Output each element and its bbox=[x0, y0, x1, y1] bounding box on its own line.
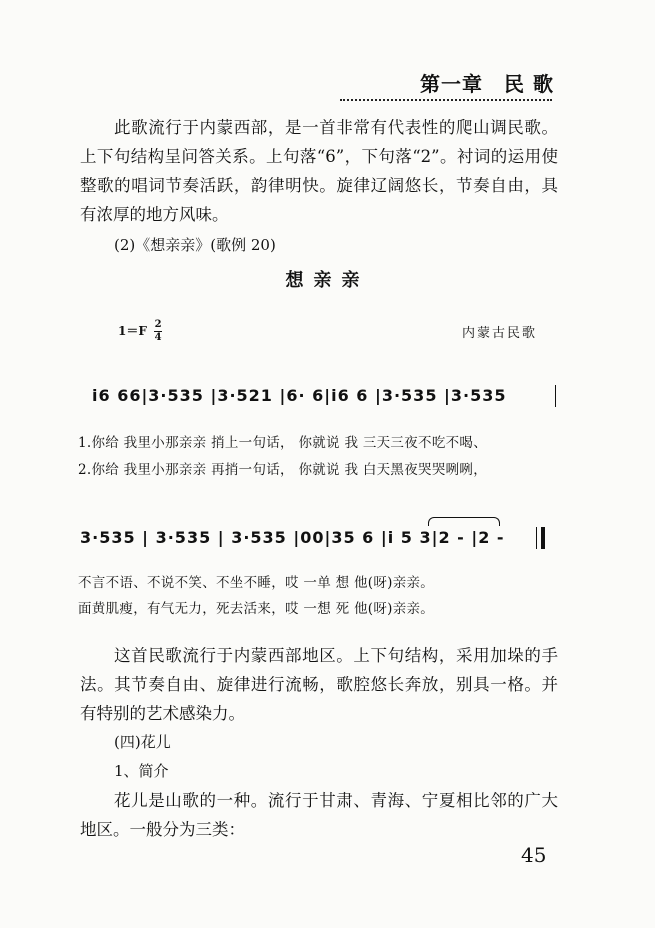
tie-mark bbox=[428, 517, 500, 526]
body-paragraph: 花儿是山歌的一种。流行于甘肃、青海、宁夏相比邻的广大地区。一般分为三类： bbox=[80, 791, 558, 839]
time-signature bbox=[154, 320, 162, 343]
key-signature bbox=[118, 320, 162, 343]
time-top: 2 bbox=[154, 319, 162, 330]
header-divider bbox=[340, 99, 552, 101]
lyric-1-verse-1: 1.你给 我里小那亲亲 捎上一句话， 你就说 我 三天三夜不吃不喝、 bbox=[78, 435, 488, 451]
intro-paragraph: 此歌流行于内蒙西部，是一首非常有代表性的爬山调民歌。上下句结构呈问答关系。上句落“6”，下句落“2”。衬词的运用使整歌的唱词节奏活跃，韵律明快。旋律辽阔悠长，节奏自由，具有浓厚的地方风味。 bbox=[80, 118, 558, 224]
song-source: 内蒙古民歌 bbox=[462, 326, 538, 341]
final-thick-bar bbox=[541, 527, 545, 549]
barline bbox=[555, 385, 556, 407]
section-heading: (四)花儿 bbox=[114, 733, 171, 751]
subsection-heading: 1、简介 bbox=[114, 762, 169, 780]
page-number: 45 bbox=[521, 843, 547, 867]
score-line-1: i6 66|3·535 |3·521 |6· 6|i6 6 |3·535 |3·535 bbox=[92, 386, 507, 405]
chapter-header: 第一章 民 歌 bbox=[420, 72, 554, 96]
analysis-paragraph: 这首民歌流行于内蒙西部地区。上下句结构，采用加垛的手法。其节奏自由、旋律进行流畅，歌腔悠长奔放，别具一格。并有特别的艺术感染力。 bbox=[80, 646, 558, 723]
final-thin-bar bbox=[536, 527, 537, 549]
lyric-2-verse-2: 面黄肌瘦，有气无力，死去活来，哎 一想 死 他(呀)亲亲。 bbox=[78, 601, 435, 617]
key-label: 1＝F bbox=[118, 324, 147, 338]
lyric-1-verse-2: 2.你给 我里小那亲亲 再捎一句话， 你就说 我 白天黑夜哭哭咧咧， bbox=[78, 462, 488, 478]
example-label: (2)《想亲亲》(歌例 20) bbox=[114, 236, 276, 254]
time-bottom: 4 bbox=[154, 332, 162, 343]
song-title: 想亲亲 bbox=[285, 270, 370, 291]
analysis-section bbox=[80, 641, 558, 844]
score-line-2: 3·535 | 3·535 | 3·535 |00|35 6 |i 5 3|2 - |2 - bbox=[80, 528, 505, 547]
lyric-2-verse-1: 不言不语、不说不笑、不坐不睡，哎 一单 想 他(呀)亲亲。 bbox=[78, 575, 435, 591]
intro-section bbox=[80, 113, 558, 260]
